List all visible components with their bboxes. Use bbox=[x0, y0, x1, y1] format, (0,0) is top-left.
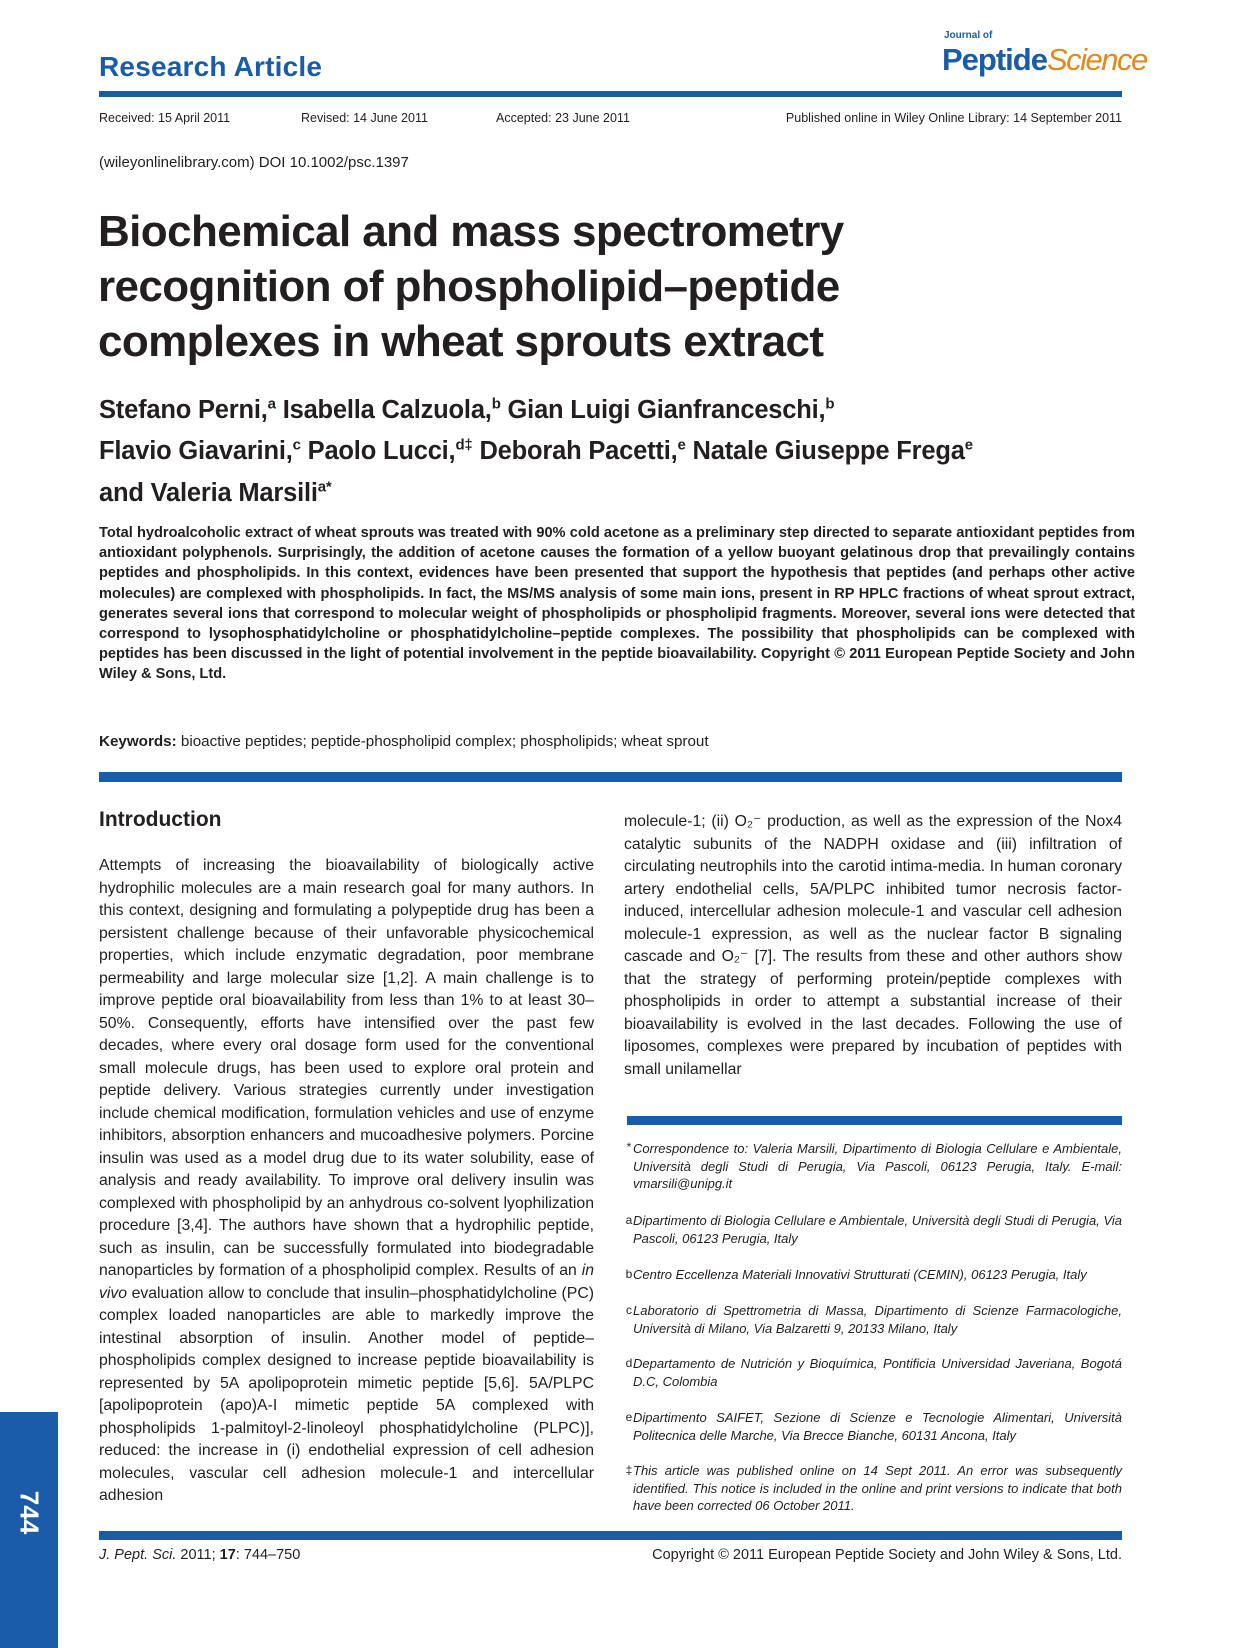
footnote-rule bbox=[627, 1116, 1122, 1125]
author[interactable] bbox=[693, 437, 973, 465]
abstract-rule bbox=[99, 772, 1122, 782]
author-affiliation: c bbox=[292, 436, 301, 454]
footnote-affiliation: Laboratorio di Spettrometria di Massa, Dipartimento di Scienze Farmacologiche, Università di Milano, Via Balzaretti 9, 20133 Milano, Italy bbox=[633, 1303, 1122, 1336]
title-line: Biochemical and mass spectrometry bbox=[98, 207, 844, 256]
body-column-left bbox=[99, 855, 594, 1508]
author[interactable] bbox=[283, 396, 501, 424]
author-name: Flavio Giavarini, bbox=[99, 437, 293, 465]
citation-year: 2011; bbox=[180, 1547, 216, 1563]
footnote-affiliation: Dipartimento di Biologia Cellulare e Ambientale, Università degli Studi di Perugia, Via Pascoli, 06123 Perugia, Italy bbox=[633, 1213, 1122, 1246]
author-affiliation: b bbox=[825, 395, 835, 412]
journal-abbrev: J. Pept. Sci. bbox=[99, 1547, 177, 1563]
author-name: and Valeria Marsili bbox=[99, 478, 318, 507]
citation-volume: 17 bbox=[219, 1547, 236, 1563]
footnote-mark: b bbox=[625, 1267, 633, 1281]
author-affiliation: a bbox=[267, 395, 276, 412]
section-label: Research Article bbox=[99, 51, 323, 82]
author-affiliation: e bbox=[964, 436, 973, 454]
article-title bbox=[98, 204, 998, 369]
author-affiliation: b bbox=[491, 395, 501, 412]
footnote-mark: a bbox=[625, 1213, 633, 1227]
section-heading-introduction: Introduction bbox=[99, 808, 222, 831]
title-line: complexes in wheat sprouts extract bbox=[98, 317, 824, 366]
journal-logo bbox=[942, 28, 1147, 84]
author-name: Gian Luigi Gianfranceschi, bbox=[507, 395, 826, 424]
footnote-affiliation: Centro Eccellenza Materiali Innovativi Strutturati (CEMIN), 06123 Perugia, Italy bbox=[633, 1267, 1087, 1282]
paragraph-text: Attempts of increasing the bioavailability of biologically active hydrophilic molecules are a main research goal for many authors. In this context, designing and formulating a polypeptide drug has been a persistent challenge because of their unfavorable physicochemical properties, which include enzymatic degradation, poor membrane permeability and large molecular size [1,2]. A main challenge is to improve peptide oral bioavailability from less than 1% to at least 30–50%. Consequently, efforts have intensified over the past few decades, where every oral dosage form used for the conventional small molecule drugs, has been used to explore oral protein and peptide delivery. Various strategies currently under investigation include chemical modification, formulation vehicles and use of enzyme inhibitors, absorption enhancers and mucoadhesive polymers. Porcine insulin was used as a model drug due to its water solubility, ease of analysis and ready availability. To improve oral delivery insulin was complexed with phospholipid by an anhydrous co-solvent lyophilization procedure [3,4]. The authors have shown that a hydrophilic peptide, such as insulin, can be successfully formulated into biodegradable nanoparticles by formation of a phospholipid complex. Results of an bbox=[99, 857, 594, 1279]
author[interactable] bbox=[99, 479, 332, 507]
journal-name-part1: Peptide bbox=[942, 42, 1047, 77]
footnote-erratum: This article was published online on 14 Sept 2011. An error was subsequently identified. This notice is included in the online and print versions to indicate that both have been corrected 06 October 2011. bbox=[633, 1463, 1122, 1513]
revised-date: Revised: 14 June 2011 bbox=[301, 111, 428, 125]
footnote-affiliation: Departamento de Nutrición y Bioquímica, Pontificia Universidad Javeriana, Bogotá D.C, Colombia bbox=[633, 1356, 1122, 1389]
journal-name-part2: Science bbox=[1046, 42, 1147, 77]
author-affiliation: e bbox=[677, 436, 686, 454]
author[interactable] bbox=[308, 437, 473, 465]
footnote-affiliation: Dipartimento SAIFET, Sezione di Scienze e Tecnologie Alimentari, Università Politecnica delle Marche, Via Brecce Bianche, 60131 Ancona, Italy bbox=[633, 1410, 1122, 1443]
journal-name bbox=[942, 42, 1147, 78]
doi-line[interactable]: (wileyonlinelibrary.com) DOI 10.1002/psc.1397 bbox=[99, 154, 409, 171]
page-number: 744 bbox=[14, 1490, 45, 1535]
author-name: Isabella Calzuola, bbox=[282, 395, 492, 424]
citation-pages: : 744–750 bbox=[235, 1547, 301, 1563]
footnote-mark: e bbox=[625, 1410, 633, 1424]
author[interactable] bbox=[99, 437, 301, 465]
received-date: Received: 15 April 2011 bbox=[99, 111, 231, 125]
footnote-mark: d bbox=[625, 1356, 633, 1370]
paragraph-text: evaluation allow to conclude that insulin–phosphatidylcholine (PC) complex loaded nanoparticles are able to markedly improve the intestinal absorption of insulin. Another model of peptide–phospholipids complex designed to increase peptide bioavailability is represented by 5A apolipoprotein mimetic peptide [5,6]. 5A/PLPC [apolipoprotein (apo)A-I mimetic peptide 5A complexed with phospholipids 1-palmitoyl-2-linoleoyl phosphatidylcholine (PLPC)], reduced: the increase in (i) endothelial expression of cell adhesion molecules, vascular cell adhesion molecule-1 and intercellular adhesion bbox=[99, 1284, 595, 1504]
abstract: Total hydroalcoholic extract of wheat sprouts was treated with 90% cold acetone as a preliminary step directed to separate antioxidant peptides from antioxidant polyphenols. Surprisingly, the addition of acetone causes the formation of a yellow buoyant gelatinous drop that prevailingly contains peptides and phospholipids. In this context, evidences have been presented that support the hypothesis that peptides (and perhaps other active molecules) are complexed with phospholipids. In fact, the MS/MS analysis of some main ions, present in RP HPLC fractions of wheat sprout extract, generates several ions that correspond to molecular weight of phospholipids or phospholipid fragments. Moreover, several ions were detected that correspond to lysophosphatidylcholine or phosphatidylcholine–peptide complexes. The possibility that phospholipids can be complexed with peptides has been discussed in the light of potential involvement in the peptide bioavailability. Copyright © 2011 European Peptide Society and John Wiley & Sons, Ltd. bbox=[99, 525, 1135, 683]
citation bbox=[99, 1547, 300, 1563]
body-column-right: molecule-1; (ii) O₂⁻ production, as well as the expression of the Nox4 catalytic subunits of the NADPH oxidase and (iii) infiltration of circulating neutrophils into the carotid intima-media. In human coronary artery endothelial cells, 5A/PLPC inhibited tumor necrosis factor-induced, intercellular adhesion molecule-1 and vascular cell adhesion molecule-1 expression, as well as the nuclear factor B signaling cascade and O₂⁻ [7]. The results from these and other authors show that the strategy of performing protein/peptide complexes with phospholipids in order to attempt a substantial increase of their bioavailability is evolved in the last decades. Following the use of liposomes, complexes were prepared by incubation of peptides with small unilamellar bbox=[624, 813, 1122, 1078]
published-date: Published online in Wiley Online Library: 14 September 2011 bbox=[785, 111, 1122, 125]
footnote-mark: * bbox=[626, 1140, 632, 1154]
author-name: Natale Giuseppe Frega bbox=[692, 437, 965, 465]
accepted-date: Accepted: 23 June 2011 bbox=[496, 111, 630, 125]
footer-rule bbox=[99, 1531, 1122, 1540]
keywords bbox=[99, 733, 709, 750]
author[interactable] bbox=[99, 396, 276, 424]
author-list bbox=[99, 386, 1139, 511]
keywords-label: Keywords: bbox=[99, 733, 177, 750]
author-name: Paolo Lucci, bbox=[307, 437, 456, 465]
footnote-mark: ‡ bbox=[625, 1463, 633, 1477]
author-name: Stefano Perni, bbox=[99, 395, 268, 424]
footer-copyright: Copyright © 2011 European Peptide Society and John Wiley & Sons, Ltd. bbox=[652, 1547, 1122, 1563]
journal-of-label: Journal of bbox=[944, 30, 993, 41]
keywords-text: bioactive peptides; peptide-phospholipid complex; phospholipids; wheat sprout bbox=[180, 733, 709, 750]
italic-term: in vivo bbox=[99, 1262, 594, 1302]
title-line: recognition of phospholipid–peptide bbox=[98, 262, 840, 311]
author[interactable] bbox=[508, 396, 835, 424]
footnote-mark: c bbox=[626, 1303, 632, 1317]
author-name: Deborah Pacetti, bbox=[479, 437, 678, 465]
author-affiliation: a* bbox=[317, 478, 332, 495]
author[interactable] bbox=[479, 437, 685, 465]
footnote-correspondence: Correspondence to: Valeria Marsili, Dipartimento di Biologia Cellulare e Ambientale, Università degli Studi di Perugia, Via Pascoli, 06123 Perugia, Italy. E-mail: vmarsili@unipg.it bbox=[633, 1141, 1122, 1191]
header-rule bbox=[99, 91, 1122, 97]
author-affiliation: d‡ bbox=[455, 436, 473, 454]
page-number-tab bbox=[0, 1412, 58, 1648]
